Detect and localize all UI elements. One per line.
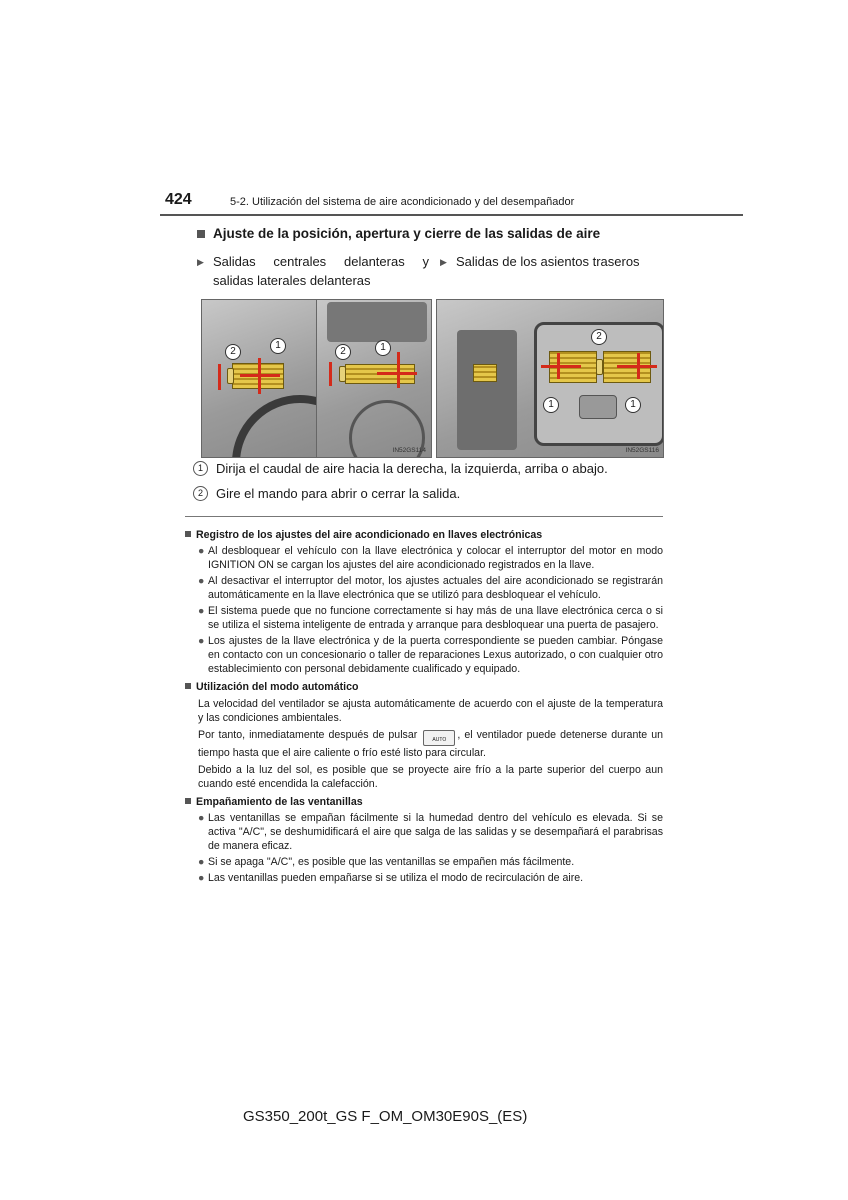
list-item-text: Al desbloquear el vehículo con la llave electrónica y colocar el interruptor del motor en modo IGNITION ON se cargan los ajustes del aire acondicionado registrados en la llave. [208, 545, 663, 571]
vent-knob [227, 368, 234, 384]
list-item [185, 604, 663, 632]
header-divider [160, 214, 743, 216]
vent-knob [596, 359, 603, 375]
bullet-icon: ● [198, 605, 205, 617]
direction-arrow-icon [557, 353, 560, 379]
console-illustration [457, 330, 517, 450]
square-bullet-icon [197, 230, 205, 238]
square-bullet-icon [185, 531, 191, 537]
bullet-icon: ● [198, 812, 205, 824]
callout-2-text: Gire el mando para abrir o cerrar la salida. [216, 486, 461, 501]
note-heading [185, 528, 663, 542]
callout-1-number: 1 [193, 461, 208, 476]
paragraph: Debido a la luz del sol, es posible que se proyecte aire frío a la parte superior del cuerpo aun cuando esté encendida la calefacción. [198, 764, 663, 790]
callout-1-marker: 1 [375, 340, 391, 356]
list-item [185, 811, 663, 853]
display-screen-illustration [327, 302, 427, 342]
callout-1-marker: 1 [625, 397, 641, 413]
paragraph-text: , el ventilador puede detenerse durante un tiempo hasta que el aire caliente o frío esté listo para circular. [198, 729, 663, 759]
paragraph-text: Por tanto, inmediatamente después de pulsar [198, 729, 418, 741]
rotate-arrow-icon [218, 364, 221, 390]
topic-title: Ajuste de la posición, apertura y cierre de las salidas de aire [213, 226, 601, 241]
notes-divider [185, 516, 663, 517]
callout-1-text: Dirija el caudal de aire hacia la derecha, la izquierda, arriba o abajo. [216, 461, 608, 476]
document-footer: GS350_200t_GS F_OM_OM30E90S_(ES) [243, 1108, 528, 1125]
list-item-text: El sistema puede que no funcione correctamente si hay más de una llave electrónica cerca o si se utiliza el sistema inteligente de entrada y arranque para desbloquear una puerta de pasajero. [208, 605, 663, 631]
callout-2-number: 2 [193, 486, 208, 501]
vent-knob [339, 366, 346, 382]
paragraph: La velocidad del ventilador se ajusta automáticamente de acuerdo con el ajuste de la temperatura y las condiciones ambientales. [198, 698, 663, 724]
direction-arrow-icon [258, 358, 261, 394]
list-item [185, 544, 663, 572]
bullet-icon: ● [198, 575, 205, 587]
bullet-icon: ● [198, 872, 205, 884]
callout-2-marker: 2 [335, 344, 351, 360]
list-item-text: Las ventanillas se empañan fácilmente si la humedad dentro del vehículo es elevada. Si se activa "A/C", se deshumidificará el aire que salga de las salidas y se desempañará el parabrisas de manera eficaz. [208, 812, 663, 852]
list-item [185, 855, 663, 869]
figure-code: IN52GS116 [625, 447, 659, 454]
rotate-arrow-icon [329, 362, 332, 386]
figure-side-vent [201, 299, 317, 458]
notes-section [185, 524, 663, 885]
steering-wheel-illustration [232, 395, 317, 458]
page-number: 424 [165, 191, 192, 208]
figure-code: IN52GS114 [392, 447, 426, 454]
note-heading [185, 795, 663, 809]
list-item [185, 634, 663, 676]
list-item [185, 574, 663, 602]
callout-1-marker: 1 [270, 338, 286, 354]
bullet-icon: ● [198, 635, 205, 647]
rear-vent-small-illustration [473, 364, 497, 382]
direction-arrow-icon [541, 365, 581, 368]
note-heading-text: Registro de los ajustes del aire acondicionado en llaves electrónicas [196, 529, 543, 541]
bullet-icon: ● [198, 545, 205, 557]
subheading-front-vents-text: Salidas centrales delanteras y salidas laterales delanteras [213, 254, 429, 288]
direction-arrow-icon [397, 352, 400, 388]
triangle-bullet-icon: ▶ [440, 257, 447, 267]
subheading-rear-vents-text: Salidas de los asientos traseros [456, 254, 640, 269]
figure-central-vent [316, 299, 432, 458]
callout-2-marker: 2 [225, 344, 241, 360]
note-heading-text: Empañamiento de las ventanillas [196, 796, 363, 808]
rear-vent-detail-inset [534, 322, 664, 446]
list-item-text: Las ventanillas pueden empañarse si se utiliza el modo de recirculación de aire. [208, 872, 584, 884]
callout-2-marker: 2 [591, 329, 607, 345]
auto-button-icon: AUTO [423, 730, 455, 746]
direction-arrow-icon [637, 353, 640, 379]
list-item-text: Al desactivar el interruptor del motor, los ajustes actuales del aire acondicionado se registrarán automáticamente en la llave electrónica que se utilizó para desbloquear el vehículo. [208, 575, 663, 601]
topic-heading [197, 226, 600, 241]
subheading-front-vents [197, 252, 429, 290]
note-heading [185, 680, 663, 694]
list-item-text: Los ajustes de la llave electrónica y de la puerta correspondiente se pueden cambiar. Póngase en contacto con un concesionario o taller de reparaciones Lexus autorizado, o con cualquier otro establecimiento con personal debidamente cualificado y equipado. [208, 635, 663, 675]
callout-1-marker: 1 [543, 397, 559, 413]
list-item-text: Si se apaga "A/C", es posible que las ventanillas se empañen más fácilmente. [208, 856, 575, 868]
figure-rear-vent [436, 299, 664, 458]
triangle-bullet-icon: ▶ [197, 257, 204, 267]
paragraph [185, 728, 663, 760]
callout-1 [193, 461, 608, 476]
section-title: 5-2. Utilización del sistema de aire acondicionado y del desempañador [230, 196, 575, 208]
note-heading-text: Utilización del modo automático [196, 681, 359, 693]
control-panel-illustration [579, 395, 617, 419]
square-bullet-icon [185, 798, 191, 804]
list-item [185, 871, 663, 885]
subheading-rear-vents [440, 252, 670, 272]
square-bullet-icon [185, 683, 191, 689]
bullet-icon: ● [198, 856, 205, 868]
callout-2 [193, 486, 460, 501]
